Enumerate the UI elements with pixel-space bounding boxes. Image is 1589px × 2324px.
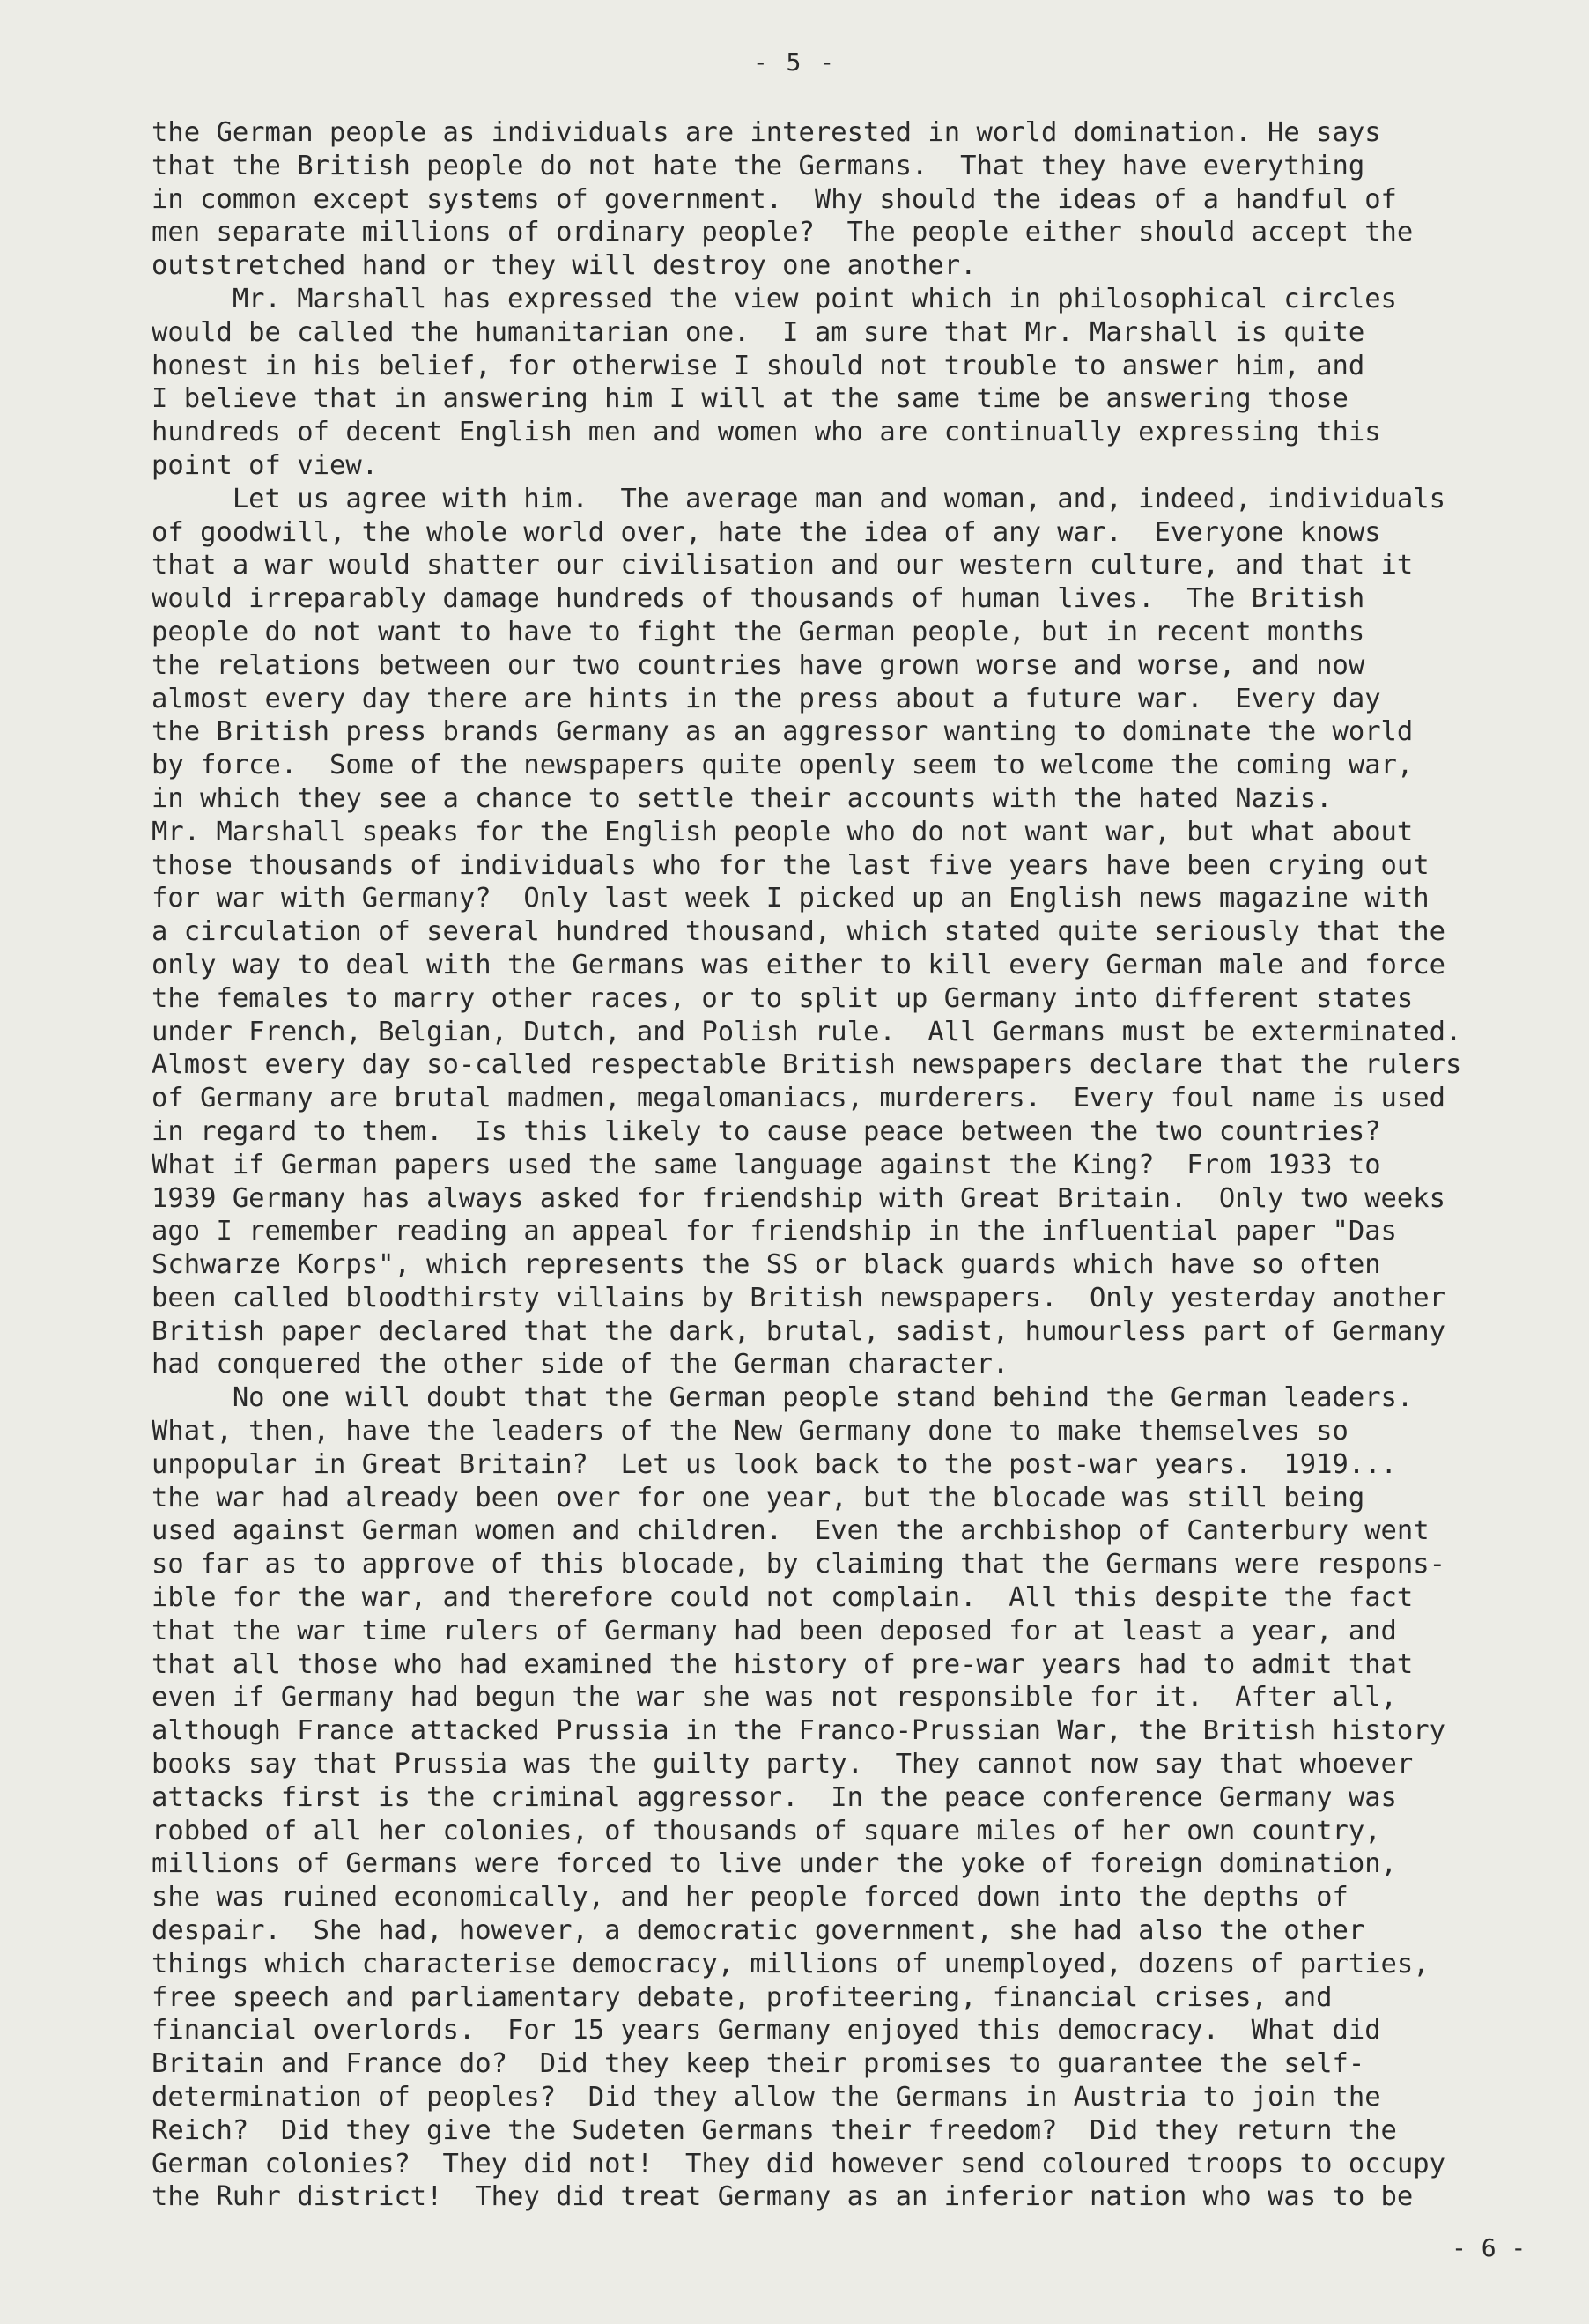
text-line: outstretched hand or they will destroy one another. (152, 250, 977, 282)
text-line: Reich? Did they give the Sudeten Germans their freedom? Did they return the (152, 2114, 1397, 2146)
text-line: those thousands of individuals who for the last five years have been crying out (152, 849, 1430, 881)
body-text (152, 116, 1461, 2214)
text-line: although France attacked Prussia in the Franco-Prussian War, the British history (152, 1715, 1446, 1747)
text-line: the females to marry other races, or to split up Germany into different states (152, 982, 1414, 1014)
text-line: that the British people do not hate the Germans. That they have everything (152, 150, 1365, 181)
text-line: men separate millions of ordinary people? The people either should accept the (152, 217, 1414, 248)
text-line: robbed of all her colonies, of thousands of square miles of her own country, (152, 1815, 1381, 1847)
text-line: determination of peoples? Did they allow the Germans in Austria to join the (152, 2082, 1381, 2113)
text-line: Almost every day so-called respectable British newspapers declare that the rulers (152, 1049, 1462, 1081)
text-line: Mr. Marshall has expressed the view point which in philosophical circles (152, 283, 1397, 315)
text-line: for war with Germany? Only last week I picked up an English news magazine with (152, 883, 1430, 914)
text-line: of Germany are brutal madmen, megalomaniacs, murderers. Every foul name is used (152, 1083, 1446, 1114)
text-line: the relations between our two countries have grown worse and worse, and now (152, 649, 1365, 681)
text-line: would be called the humanitarian one. I am sure that Mr. Marshall is quite (152, 316, 1365, 348)
text-line: No one will doubt that the German people stand behind the German leaders. (152, 1382, 1414, 1414)
text-line: that all those who had examined the history of pre-war years had to admit that (152, 1648, 1414, 1680)
text-line: that a war would shatter our civilisation and our western culture, and that it (152, 550, 1414, 581)
text-line: attacks first is the criminal aggressor. In the peace conference Germany was (152, 1781, 1397, 1813)
text-line: Mr. Marshall speaks for the English people who do not want war, but what about (152, 816, 1414, 847)
text-line: ible for the war, and therefore could not complain. All this despite the fact (152, 1582, 1414, 1614)
text-line: been called bloodthirsty villains by British newspapers. Only yesterday another (152, 1282, 1446, 1314)
text-line: she was ruined economically, and her people forced down into the depths of (152, 1882, 1349, 1913)
text-line: hundreds of decent English men and women who are continually expressing this (152, 417, 1381, 448)
text-line: under French, Belgian, Dutch, and Polish rule. All Germans must be exterminated. (152, 1016, 1462, 1047)
text-line: that the war time rulers of Germany had been deposed for at least a year, and (152, 1615, 1397, 1647)
text-line: people do not want to have to fight the German people, but in recent months (152, 616, 1365, 648)
text-line: free speech and parliamentary debate, profiteering, financial crises, and (152, 1981, 1333, 2013)
text-line: 1939 Germany has always asked for friendship with Great Britain. Only two weeks (152, 1182, 1446, 1214)
text-line: despair. She had, however, a democratic government, she had also the other (152, 1915, 1365, 1947)
text-line: books say that Prussia was the guilty party. They cannot now say that whoever (152, 1749, 1414, 1780)
text-line: What, then, have the leaders of the New Germany done to make themselves so (152, 1416, 1349, 1447)
text-line: Let us agree with him. The average man and woman, and, indeed, individuals (152, 483, 1446, 514)
text-line: in regard to them. Is this likely to cause peace between the two countries? (152, 1115, 1381, 1147)
text-line: the war had already been over for one year, but the blocade was still being (152, 1482, 1365, 1514)
text-line: German colonies? They did not! They did however send coloured troops to occupy (152, 2148, 1446, 2180)
text-line: Britain and France do? Did they keep their promises to guarantee the self- (152, 2048, 1365, 2080)
text-line: used against German women and children. Even the archbishop of Canterbury went (152, 1515, 1430, 1547)
text-line: What if German papers used the same language against the King? From 1933 to (152, 1149, 1381, 1181)
text-line: ago I remember reading an appeal for friendship in the influential paper "Das (152, 1216, 1397, 1247)
text-line: only way to deal with the Germans was either to kill every German male and force (152, 949, 1446, 981)
text-line: by force. Some of the newspapers quite openly seem to welcome the coming war, (152, 750, 1414, 781)
text-line: honest in his belief, for otherwise I should not trouble to answer him, and (152, 350, 1365, 381)
text-line: unpopular in Great Britain? Let us look back to the post-war years. 1919... (152, 1448, 1397, 1480)
text-line: even if Germany had begun the war she was not responsible for it. After all, (152, 1682, 1397, 1713)
page-number: - 5 - (752, 48, 837, 77)
text-line: in which they see a chance to settle their accounts with the hated Nazis. (152, 782, 1333, 814)
text-line: British paper declared that the dark, brutal, sadist, humourless part of Germany (152, 1315, 1446, 1347)
text-line: I believe that in answering him I will at the same time be answering those (152, 383, 1349, 415)
text-line: almost every day there are hints in the press about a future war. Every day (152, 683, 1381, 714)
text-line: had conquered the other side of the German character. (152, 1349, 1009, 1380)
text-line: so far as to approve of this blocade, by claiming that the Germans were respons- (152, 1549, 1446, 1580)
text-line: the Ruhr district! They did treat Germany as an inferior nation who was to be (152, 2181, 1414, 2213)
text-line: would irreparably damage hundreds of thousands of human lives. The British (152, 583, 1365, 615)
next-page-marker: - 6 - (1452, 2233, 1526, 2262)
text-line: point of view. (152, 449, 379, 481)
text-line: the British press brands Germany as an aggressor wanting to dominate the world (152, 716, 1414, 748)
text-line: of goodwill, the whole world over, hate the idea of any war. Everyone knows (152, 516, 1381, 548)
text-line: a circulation of several hundred thousand, which stated quite seriously that the (152, 916, 1446, 948)
text-line: Schwarze Korps", which represents the SS or black guards which have so often (152, 1249, 1381, 1281)
text-line: millions of Germans were forced to live under the yoke of foreign domination, (152, 1848, 1397, 1880)
text-line: in common except systems of government. Why should the ideas of a handful of (152, 183, 1397, 215)
text-line: things which characterise democracy, millions of unemployed, dozens of parties, (152, 1948, 1430, 1980)
text-line: financial overlords. For 15 years Germany enjoyed this democracy. What did (152, 2015, 1381, 2046)
text-line: the German people as individuals are interested in world domination. He says (152, 117, 1381, 148)
